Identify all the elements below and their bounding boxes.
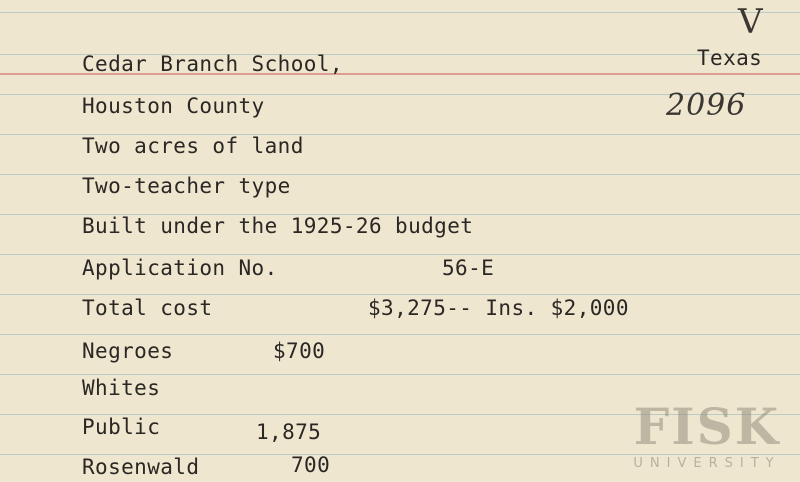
type-line: Two-teacher type [82, 174, 291, 198]
state-name: Texas [697, 46, 763, 70]
negroes-label: Negroes [82, 339, 174, 363]
logo-wordmark: FISK [633, 397, 781, 456]
rosenwald-label: Rosenwald [82, 455, 200, 479]
check-mark: V [738, 2, 763, 42]
public-label: Public [82, 415, 161, 439]
fisk-university-logo [622, 397, 792, 474]
budget-line: Built under the 1925-26 budget [82, 214, 474, 238]
land-line: Two acres of land [82, 134, 304, 158]
county-line: Houston County [82, 94, 265, 118]
rosenwald-value: 700 [291, 453, 331, 477]
total-cost-value: $3,275-- Ins. $2,000 [368, 296, 629, 320]
whites-label: Whites [82, 376, 161, 400]
public-value: 1,875 [256, 420, 322, 444]
total-cost-label: Total cost [82, 296, 213, 320]
application-label: Application No. [82, 256, 278, 280]
handwritten-number: 2096 [666, 88, 747, 123]
logo-subtitle: UNIVERSITY [633, 456, 781, 471]
application-value: 56-E [442, 256, 495, 280]
negroes-value: $700 [273, 339, 326, 363]
school-name: Cedar Branch School, [82, 52, 343, 76]
